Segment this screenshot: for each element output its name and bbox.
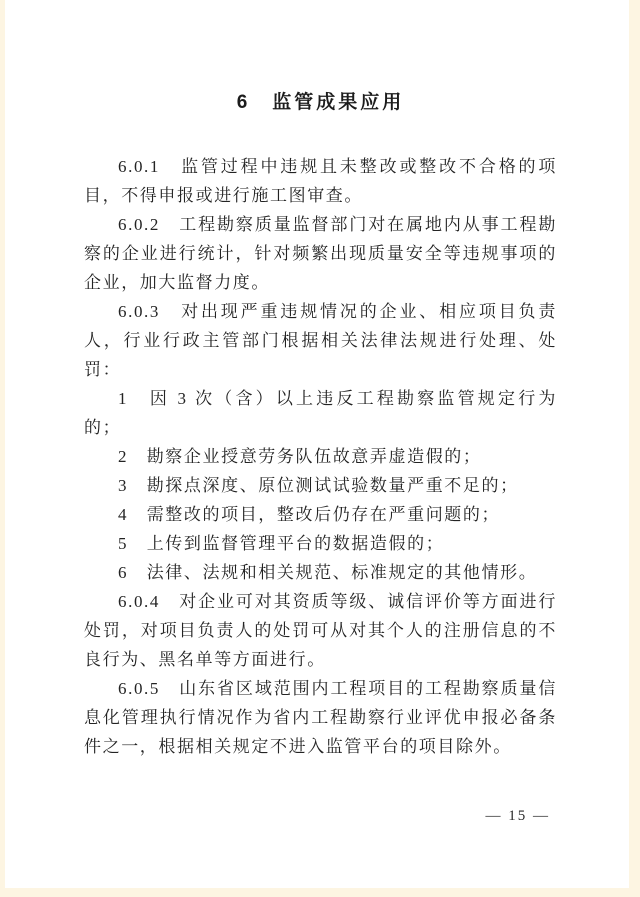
scan-edge-left — [0, 0, 5, 897]
clause-6-0-3-item-5: 5 上传到监督管理平台的数据造假的； — [118, 534, 445, 553]
clause-6-0-3-item-1: 1 因 3 次（含）以上违反工程勘察监管规定行为的； — [84, 389, 557, 437]
clause-6-0-3-item-3: 3 勘探点深度、原位测试试验数量严重不足的； — [118, 476, 519, 495]
clause-6-0-5: 6.0.5 山东省区域范围内工程项目的工程勘察质量信息化管理执行情况作为省内工程勘察行业评优申报必备条件之一，根据相关规定不进入监管平台的项目除外。 — [84, 679, 557, 756]
section-title: 6 监管成果应用 — [236, 92, 405, 113]
clause-6-0-3-item-4: 4 需整改的项目，整改后仍存在严重问题的； — [118, 505, 501, 524]
body-text — [84, 152, 557, 761]
scan-edge-bottom — [0, 888, 640, 897]
page-number: — 15 — — [485, 808, 550, 824]
scan-edge-right — [629, 0, 640, 897]
clause-6-0-2: 6.0.2 工程勘察质量监督部门对在属地内从事工程勘察的企业进行统计，针对频繁出现质量安全等违规事项的企业，加大监督力度。 — [84, 215, 557, 292]
clause-6-0-3-item-6: 6 法律、法规和相关规范、标准规定的其他情形。 — [118, 563, 538, 582]
page-content — [84, 0, 557, 761]
clause-6-0-4: 6.0.4 对企业可对其资质等级、诚信评价等方面进行处罚，对项目负责人的处罚可从对其个人的注册信息的不良行为、黑名单等方面进行。 — [84, 592, 557, 669]
clause-6-0-3-item-2: 2 勘察企业授意劳务队伍故意弄虚造假的； — [118, 447, 482, 466]
clause-6-0-1: 6.0.1 监管过程中违规且未整改或整改不合格的项目，不得申报或进行施工图审查。 — [84, 157, 557, 205]
clause-6-0-3: 6.0.3 对出现严重违规情况的企业、相应项目负责人，行业行政主管部门根据相关法律法规进行处理、处罚： — [84, 302, 557, 379]
